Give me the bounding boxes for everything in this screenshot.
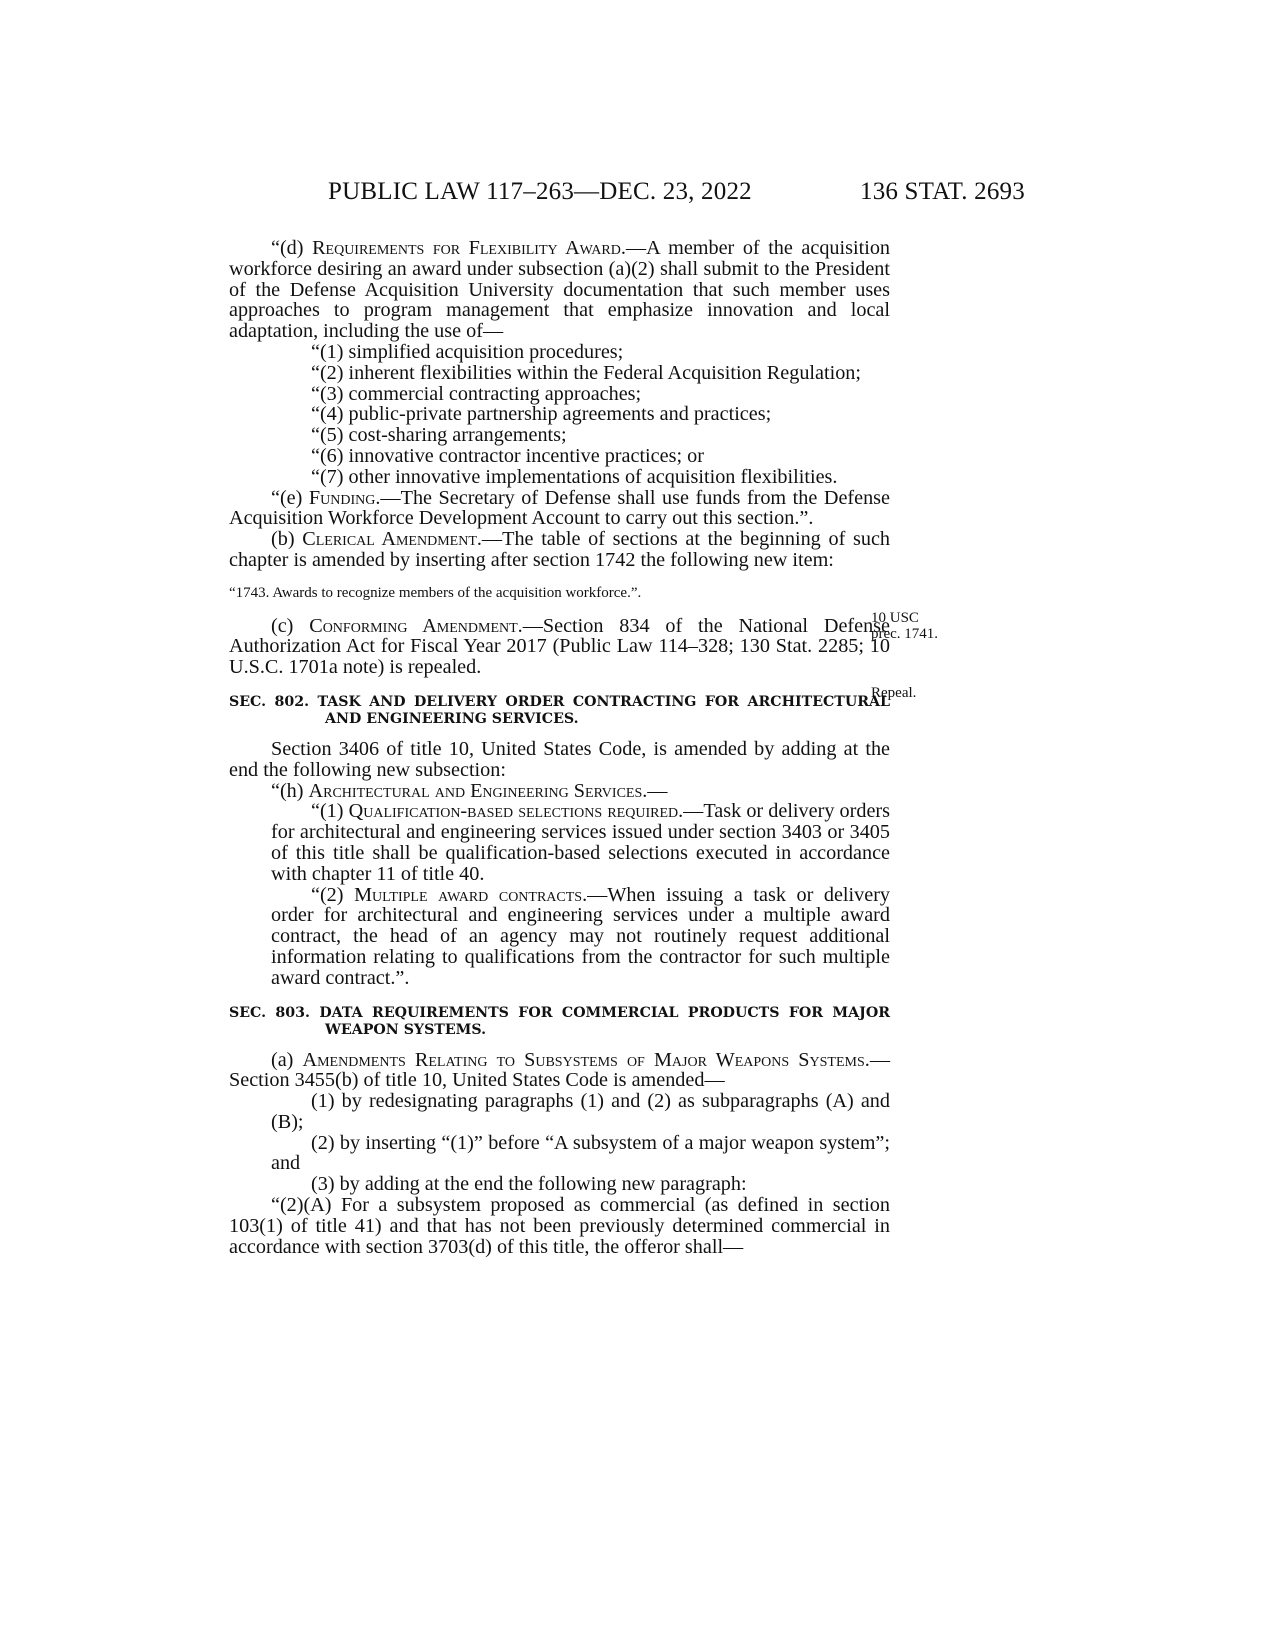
document-body <box>229 238 890 1257</box>
paragraph-h1-heading: Qualification-based selections required <box>348 800 679 823</box>
table-of-sections-item: “1743. Awards to recognize members of the acquisition workforce.”. <box>229 584 642 601</box>
subsection-a-heading: Amendments Relating to Subsystems of Major Weapons Systems <box>302 1048 865 1071</box>
d-item-7: “(7) other innovative implementations of acquisition flexibilities. <box>311 465 838 488</box>
quoted-paragraph-2A: “(2)(A) For a subsystem proposed as commercial (as defined in section 103(1) of title 41) and that has not been previously determined commercial in accordance with section 3703(d) of this title, the offeror shall— <box>229 1194 890 1258</box>
section-803-heading: SEC. 803. DATA REQUIREMENTS FOR COMMERCIAL PRODUCTS FOR MAJOR WEAPON SYSTEMS. <box>229 1004 890 1038</box>
section-802-intro: Section 3406 of title 10, United States Code, is amended by adding at the end the following new subsection: <box>229 737 890 781</box>
subsection-b: (b) Clerical Amendment.—The table of sections at the beginning of such chapter is amended by inserting after section 1742 the following new item: <box>229 528 890 571</box>
page-header <box>0 178 1275 218</box>
statute-page-number: 136 STAT. 2693 <box>860 178 1025 205</box>
subsection-h: “(h) Architectural and Engineering Services.— <box>271 779 668 802</box>
d-item-4: “(4) public-private partnership agreements and practices; <box>311 403 772 426</box>
d-item-3: “(3) commercial contracting approaches; <box>311 382 642 405</box>
subsection-c: (c) Conforming Amendment.—Section 834 of the National Defense Authorization Act for Fiscal Year 2017 (Public Law 114–328; 130 Stat. 2285; 10 U.S.C. 1701a note) is repealed. <box>229 614 890 679</box>
subsection-h-heading: Architectural and Engineering Services <box>308 779 643 802</box>
paragraph-h2: “(2) Multiple award contracts.—When issuing a task or delivery order for architectural and engineering services under a multiple award contract, the head of an agency may not routinely request additional information relating to qualifications from the contractor for such multiple award contract.”. <box>271 883 891 989</box>
margin-note-usc-line1: 10 USC <box>871 610 919 626</box>
subsection-e: “(e) Funding.—The Secretary of Defense shall use funds from the Defense Acquisition Workforce Development Account to carry out this section.”. <box>229 486 890 530</box>
d-item-6: “(6) innovative contractor incentive practices; or <box>311 444 704 467</box>
subsection-d: “(d) Requirements for Flexibility Award.—A member of the acquisition workforce desiring an award under subsection (a)(2) shall submit to the President of the Defense Acquisition University documentation that such member uses approaches to program management that emphasize innovation and local adaptation, including the use of— <box>229 237 891 343</box>
law-citation-header: PUBLIC LAW 117–263—DEC. 23, 2022 <box>328 178 752 205</box>
subsection-e-heading: Funding <box>308 486 376 509</box>
a-item-2: (2) by inserting “(1)” before “A subsystem of a major weapon system”; and <box>271 1131 890 1175</box>
a-item-3: (3) by adding at the end the following new paragraph: <box>311 1173 747 1196</box>
d-item-5: “(5) cost-sharing arrangements; <box>311 424 567 447</box>
subsection-b-heading: Clerical Amendment <box>302 528 477 551</box>
d-item-1: “(1) simplified acquisition procedures; <box>311 340 624 363</box>
subsection-c-heading: Conforming Amendment <box>309 614 518 637</box>
paragraph-h2-heading: Multiple award contracts <box>354 883 583 906</box>
d-item-2: “(2) inherent flexibilities within the Federal Acquisition Regulation; <box>311 361 861 384</box>
margin-note-repeal: Repeal. <box>871 685 917 701</box>
a-item-1: (1) by redesignating paragraphs (1) and (2) as subparagraphs (A) and (B); <box>271 1090 890 1133</box>
paragraph-h1: “(1) Qualification-based selections required.—Task or delivery orders for architectural and engineering services issued under section 3403 or 3405 of this title shall be qualification-based selections executed in accordance with chapter 11 of title 40. <box>271 800 890 885</box>
section-802-heading: SEC. 802. TASK AND DELIVERY ORDER CONTRACTING FOR ARCHITECTURAL AND ENGINEERING SERVICES. <box>229 693 890 728</box>
subsection-d-heading: Requirements for Flexibility Award <box>312 237 621 259</box>
margin-note-usc-line2: prec. 1741. <box>871 626 939 642</box>
subsection-a: (a) Amendments Relating to Subsystems of Major Weapons Systems.—Section 3455(b) of title 10, United States Code is amended— <box>229 1048 891 1092</box>
